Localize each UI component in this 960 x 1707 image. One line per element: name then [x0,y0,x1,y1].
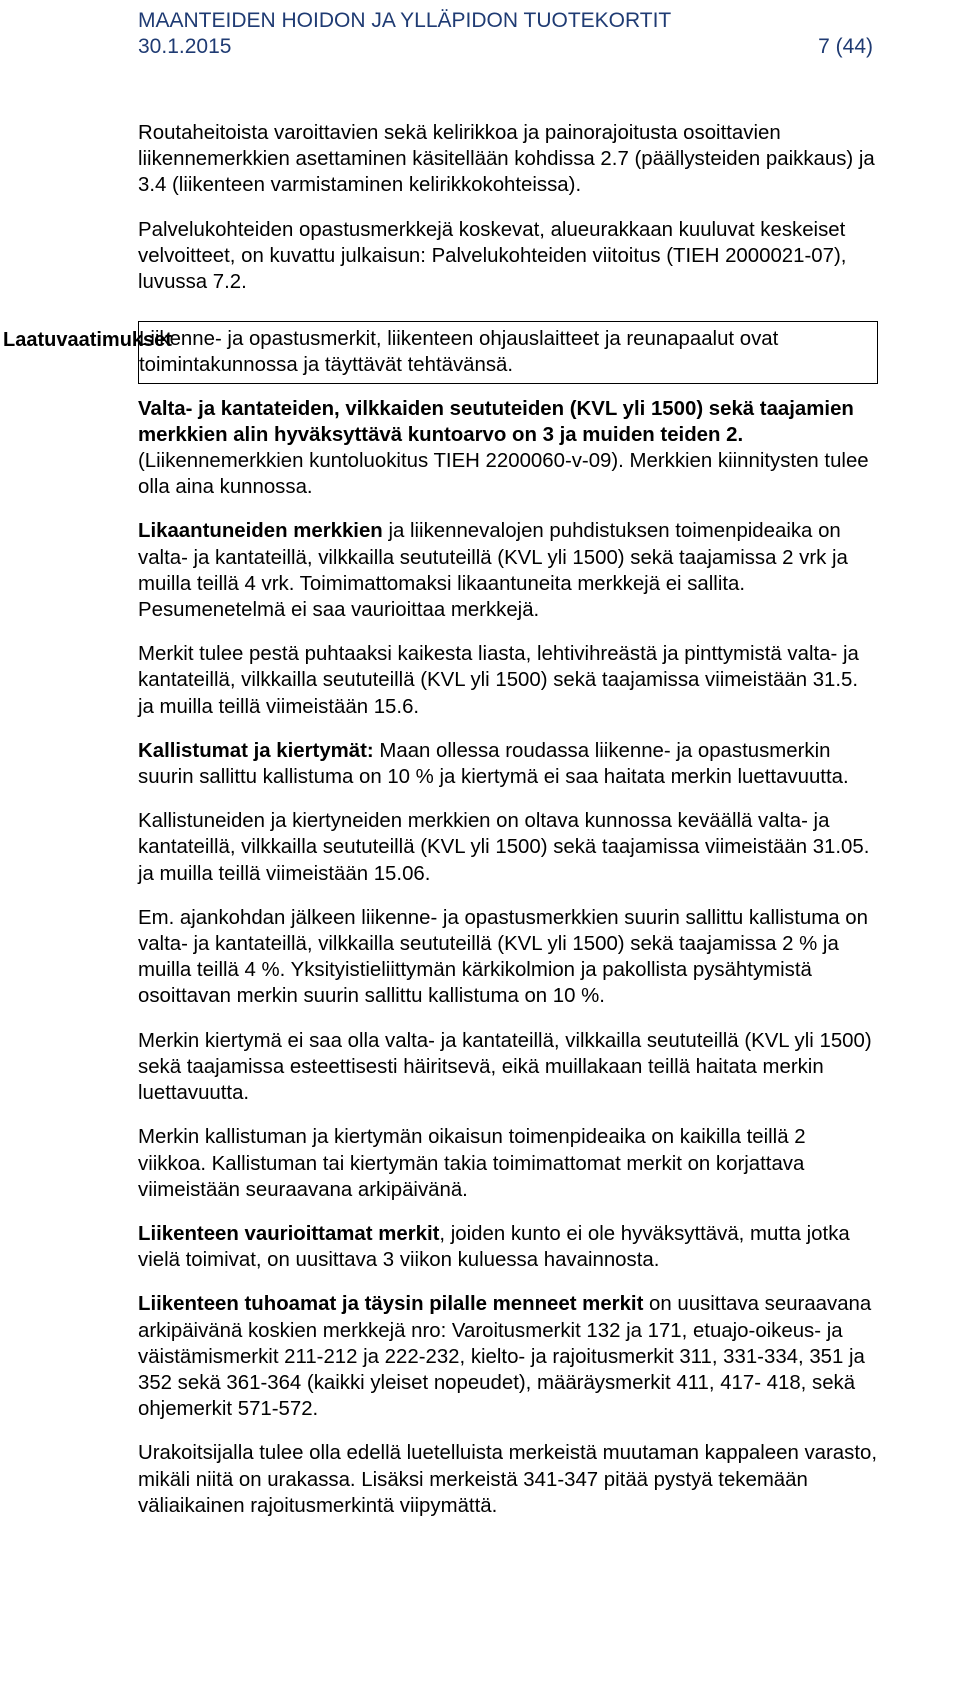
paragraph-frost-heave-signs: Routaheitoista varoittavien sekä kelirikkoa ja painorajoitusta osoittavien liikennemerkkien asettaminen käsitellään kohdissa 2.7 (päällysteiden paikkaus) ja 3.4 (liikenteen varmistaminen kelirikkokohteissa). [138,122,875,197]
document-title: MAANTEIDEN HOIDON JA YLLÄPIDON TUOTEKORTIT [138,9,672,32]
paragraph-max-tilt: Em. ajankohdan jälkeen liikenne- ja opastusmerkkien suurin sallittu kallistuma on valta- ja kantateillä, vilkkailla seututeillä (KVL yli 1500) sekä taajamissa 2 % ja muilla teillä 4 %. Yksityistieliittymän kärkikolmion ja pakollista pysähtymistä osoittavan merkin suurin sallittu kallistuma on 10 %. [138,906,868,1008]
paragraph-correction-time: Merkin kallistuman ja kiertymän oikaisun toimenpideaika on kaikilla teillä 2 viikkoa. Kallistuman tai kiertymän takia toimimattomat merkit on korjattava viimeistään seuraavana arkipäivänä. [138,1126,806,1201]
paragraph-tilt-rotation [138,738,878,790]
page-number: 7 (44) [818,35,873,58]
page-header [138,8,873,60]
paragraph-spring-repair: Kallistuneiden ja kiertyneiden merkkien on oltava kunnossa keväällä valta- ja kantateillä, vilkkailla seututeillä (KVL yli 1500) sekä taajamissa viimeistään 31.05. ja muilla teillä viimeistään 15.06. [138,810,870,885]
document-body [138,120,878,1537]
paragraph-service-signs: Palvelukohteiden opastusmerkkejä koskevat, alueurakkaan kuuluvat keskeiset velvoitteet, on kuvattu julkaisun: Palvelukohteiden viitoitus (TIEH 2000021-07), luvussa 7.2. [138,218,847,294]
destroyed-signs-text: on uusittava seuraavana arkipäivänä koskien merkkejä nro: Varoitusmerkit 132 ja 171, etuajo-oikeus- ja väistämismerkit 211-212 ja 222-232, kielto- ja rajoitusmerkit 311, 331-334, 351 ja 352 sekä 361-364 (kaikki yleiset nopeudet), määräysmerkit 411, 417- 418, sekä ohjemerkit 571-572. [138,1293,872,1421]
paragraph-condition-value [138,396,878,501]
document-date: 30.1.2015 [138,35,232,58]
paragraph-sign-washing: Merkit tulee pestä puhtaaksi kaikesta liasta, lehtivihreästä ja pinttymistä valta- ja kantateillä, vilkkailla seututeillä (KVL yli 1500) sekä taajamissa viimeistään 31.5. ja muilla teillä viimeistään 15.6. [138,643,859,718]
tilt-rotation-bold: Kallistumat ja kiertymät: [138,739,374,762]
tilt-rotation-text: Maan ollessa roudassa liikenne- ja opastusmerkin suurin sallittu kallistuma on 10 % ja kiertymä ei saa haitata merkin luettavuutta. [138,739,849,789]
dirty-signs-text: ja liikennevalojen puhdistuksen toimenpideaika on valta- ja kantateillä, vilkkailla seututeillä (KVL yli 1500) sekä taajamissa 2 vrk ja muilla teillä 4 vrk. Toimimattomaksi likaantuneita merkkejä ei sallita. Pesumenetelmä ei saa vaurioittaa merkkejä. [138,520,848,622]
condition-value-bold: Valta- ja kantateiden, vilkkaiden seututeiden (KVL yli 1500) sekä taajamien merkkien alin hyväksyttävä kuntoarvo on 3 ja muiden teiden 2. [138,397,854,446]
paragraph-rotation-limit: Merkin kiertymä ei saa olla valta- ja kantateillä, vilkkailla seututeillä (KVL yli 1500) sekä taajamissa esteettisesti häiritsevä, eikä muillakaan teillä haitata merkin luettavuutta. [138,1029,872,1105]
requirement-box [138,321,878,383]
header-meta [138,34,873,60]
paragraph-sign-stock: Urakoitsijalla tulee olla edellä luetelluista merkeistä muutaman kappaleen varasto, mikäli niitä on urakassa. Lisäksi merkeistä 341-347 pitää pystyä tekemään väliaikainen rajoitusmerkintä viipymättä. [138,1442,877,1517]
section-side-label: Laatuvaatimukset [3,329,172,351]
paragraph-damaged-signs [138,1221,878,1273]
damaged-signs-text: , joiden kunto ei ole hyväksyttävä, mutta jotka vielä toimivat, on uusittava 3 viikon kuluessa havainnosta. [138,1222,850,1272]
requirement-box-text: Liikenne- ja opastusmerkit, liikenteen ohjauslaitteet ja reunapaalut ovat toimintakunnossa ja täyttävät tehtävänsä. [139,328,779,377]
damaged-signs-bold: Liikenteen vaurioittamat merkit [138,1222,440,1245]
dirty-signs-bold: Likaantuneiden merkkien [138,520,383,543]
paragraph-destroyed-signs [138,1291,878,1422]
destroyed-signs-bold: Liikenteen tuhoamat ja täysin pilalle menneet merkit [138,1293,644,1316]
condition-value-text: (Liikennemerkkien kuntoluokitus TIEH 2200060-v-09). Merkkien kiinnitysten tulee olla aina kunnossa. [138,450,869,499]
paragraph-dirty-signs [138,518,878,623]
